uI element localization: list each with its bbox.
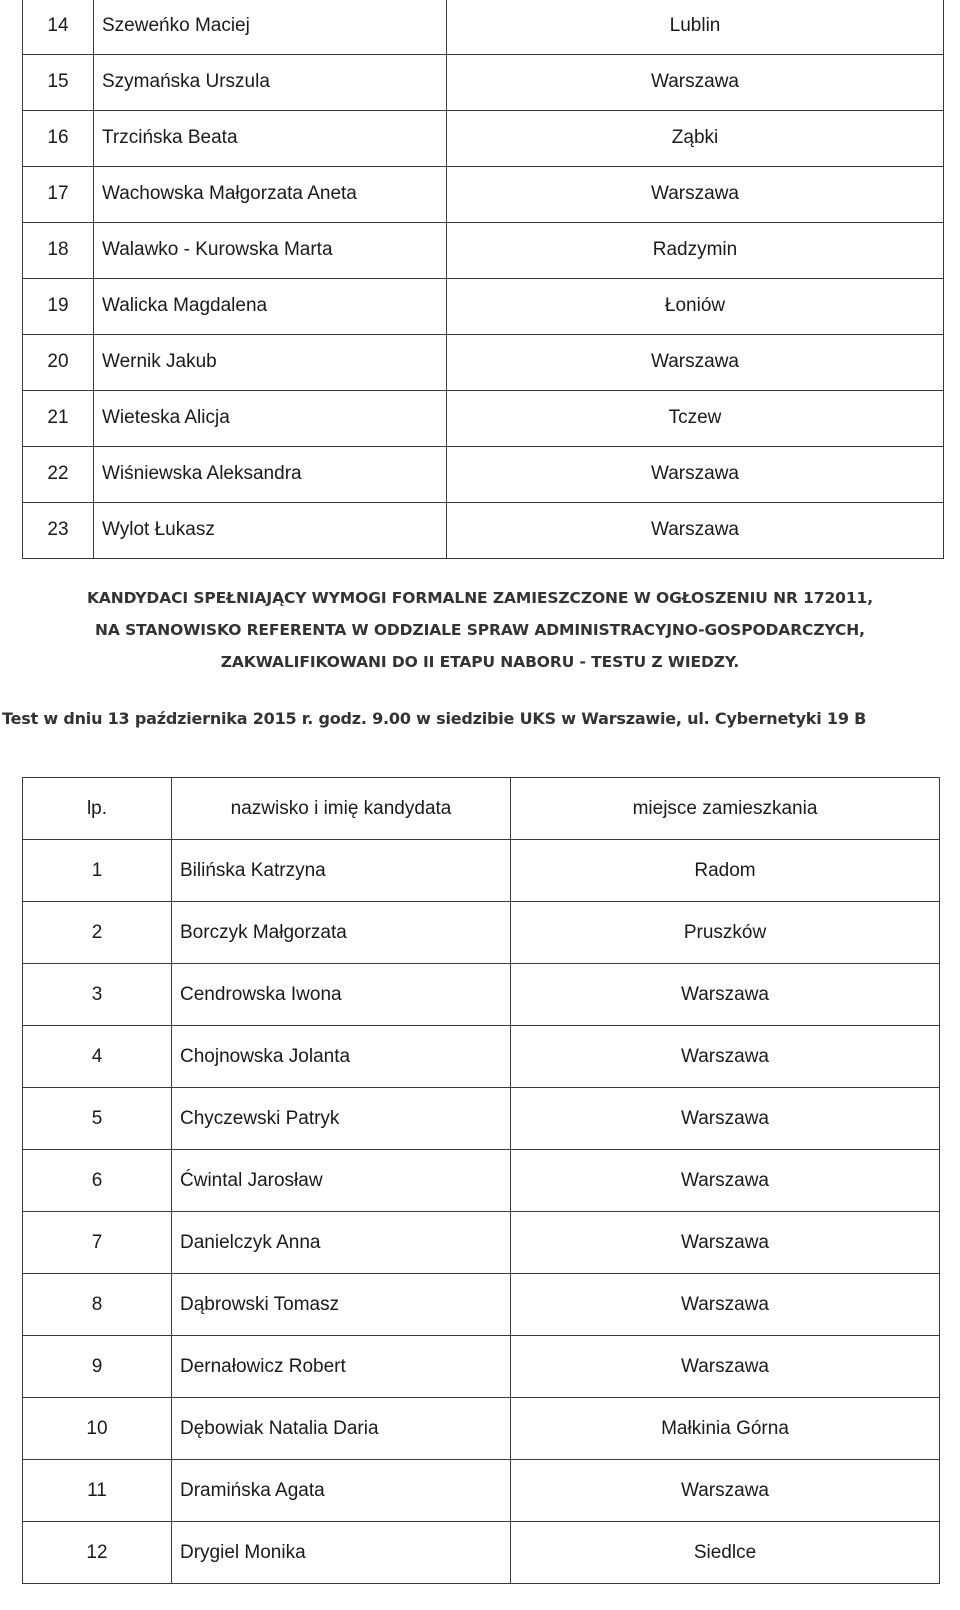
candidate-name: Szymańska Urszula xyxy=(94,54,447,110)
candidate-name: Wieteska Alicja xyxy=(94,390,447,446)
table-row xyxy=(23,1398,940,1460)
candidate-name: Ćwintal Jarosław xyxy=(172,1150,511,1212)
candidate-name: Borczyk Małgorzata xyxy=(172,902,511,964)
row-number: 4 xyxy=(23,1026,172,1088)
table-row xyxy=(23,964,940,1026)
row-number: 5 xyxy=(23,1088,172,1150)
candidate-city: Warszawa xyxy=(511,1460,940,1522)
candidate-name: Cendrowska Iwona xyxy=(172,964,511,1026)
candidate-city: Warszawa xyxy=(511,1274,940,1336)
table-row xyxy=(23,0,944,54)
row-number: 10 xyxy=(23,1398,172,1460)
row-number: 8 xyxy=(23,1274,172,1336)
candidate-city: Warszawa xyxy=(511,1336,940,1398)
candidate-city: Pruszków xyxy=(511,902,940,964)
table-header-row xyxy=(23,778,940,840)
header-city: miejsce zamieszkania xyxy=(511,778,940,840)
candidate-name: Dębowiak Natalia Daria xyxy=(172,1398,511,1460)
test-date-info: Test w dniu 13 października 2015 r. godz. 9.00 w siedzibie UKS w Warszawie, ul. Cybernetyki 19 B xyxy=(2,709,867,728)
candidate-city: Warszawa xyxy=(511,1088,940,1150)
candidate-city: Warszawa xyxy=(511,1212,940,1274)
candidate-city: Warszawa xyxy=(447,502,944,558)
row-number: 16 xyxy=(23,110,94,166)
table-row xyxy=(23,1460,940,1522)
table-row xyxy=(23,502,944,558)
candidate-city: Warszawa xyxy=(511,964,940,1026)
candidate-city: Lublin xyxy=(447,0,944,54)
section-heading xyxy=(0,582,960,678)
row-number: 18 xyxy=(23,222,94,278)
table-row xyxy=(23,1336,940,1398)
table-row xyxy=(23,1150,940,1212)
candidate-name: Wylot Łukasz xyxy=(94,502,447,558)
row-number: 11 xyxy=(23,1460,172,1522)
table-row xyxy=(23,902,940,964)
candidate-city: Łoniów xyxy=(447,278,944,334)
heading-line: KANDYDACI SPEŁNIAJĄCY WYMOGI FORMALNE ZAMIESZCZONE W OGŁOSZENIU NR 172011, xyxy=(86,589,873,607)
heading-line: ZAKWALIFIKOWANI DO II ETAPU NABORU - TESTU Z WIEDZY. xyxy=(220,653,740,671)
candidate-name: Dramińska Agata xyxy=(172,1460,511,1522)
table-row xyxy=(23,1522,940,1584)
row-number: 15 xyxy=(23,54,94,110)
heading-line: NA STANOWISKO REFERENTA W ODDZIALE SPRAW ADMINISTRACYJNO-GOSPODARCZYCH, xyxy=(95,621,865,639)
table-row xyxy=(23,1212,940,1274)
table-row xyxy=(23,1026,940,1088)
candidate-city: Ząbki xyxy=(447,110,944,166)
candidate-city: Siedlce xyxy=(511,1522,940,1584)
table-row xyxy=(23,1274,940,1336)
candidate-name: Walawko - Kurowska Marta xyxy=(94,222,447,278)
table-row xyxy=(23,278,944,334)
header-lp: lp. xyxy=(23,778,172,840)
candidate-city: Warszawa xyxy=(447,54,944,110)
candidate-city: Warszawa xyxy=(447,166,944,222)
table-row xyxy=(23,166,944,222)
row-number: 9 xyxy=(23,1336,172,1398)
row-number: 12 xyxy=(23,1522,172,1584)
row-number: 23 xyxy=(23,502,94,558)
candidate-city: Warszawa xyxy=(511,1026,940,1088)
candidate-city: Warszawa xyxy=(447,334,944,390)
header-name: nazwisko i imię kandydata xyxy=(172,778,511,840)
row-number: 3 xyxy=(23,964,172,1026)
row-number: 2 xyxy=(23,902,172,964)
row-number: 14 xyxy=(23,0,94,54)
candidate-name: Szeweńko Maciej xyxy=(94,0,447,54)
row-number: 7 xyxy=(23,1212,172,1274)
table-row xyxy=(23,1088,940,1150)
candidate-city: Małkinia Górna xyxy=(511,1398,940,1460)
qualified-candidates-table xyxy=(22,777,940,1584)
candidates-table-continued xyxy=(22,0,944,559)
row-number: 19 xyxy=(23,278,94,334)
candidate-name: Dąbrowski Tomasz xyxy=(172,1274,511,1336)
row-number: 1 xyxy=(23,840,172,902)
table-row xyxy=(23,390,944,446)
table-row xyxy=(23,110,944,166)
row-number: 21 xyxy=(23,390,94,446)
table-row xyxy=(23,222,944,278)
candidate-name: Dernałowicz Robert xyxy=(172,1336,511,1398)
row-number: 6 xyxy=(23,1150,172,1212)
candidate-name: Chyczewski Patryk xyxy=(172,1088,511,1150)
candidate-name: Wachowska Małgorzata Aneta xyxy=(94,166,447,222)
candidate-name: Danielczyk Anna xyxy=(172,1212,511,1274)
candidate-name: Chojnowska Jolanta xyxy=(172,1026,511,1088)
candidate-name: Wernik Jakub xyxy=(94,334,447,390)
candidate-name: Bilińska Katrzyna xyxy=(172,840,511,902)
row-number: 22 xyxy=(23,446,94,502)
table-row xyxy=(23,840,940,902)
row-number: 20 xyxy=(23,334,94,390)
candidate-name: Drygiel Monika xyxy=(172,1522,511,1584)
candidate-name: Wiśniewska Aleksandra xyxy=(94,446,447,502)
candidate-city: Tczew xyxy=(447,390,944,446)
row-number: 17 xyxy=(23,166,94,222)
candidate-city: Radom xyxy=(511,840,940,902)
candidate-city: Warszawa xyxy=(511,1150,940,1212)
candidate-name: Trzcińska Beata xyxy=(94,110,447,166)
table-row xyxy=(23,446,944,502)
candidate-name: Walicka Magdalena xyxy=(94,278,447,334)
candidate-city: Warszawa xyxy=(447,446,944,502)
table-row xyxy=(23,54,944,110)
candidate-city: Radzymin xyxy=(447,222,944,278)
table-row xyxy=(23,334,944,390)
